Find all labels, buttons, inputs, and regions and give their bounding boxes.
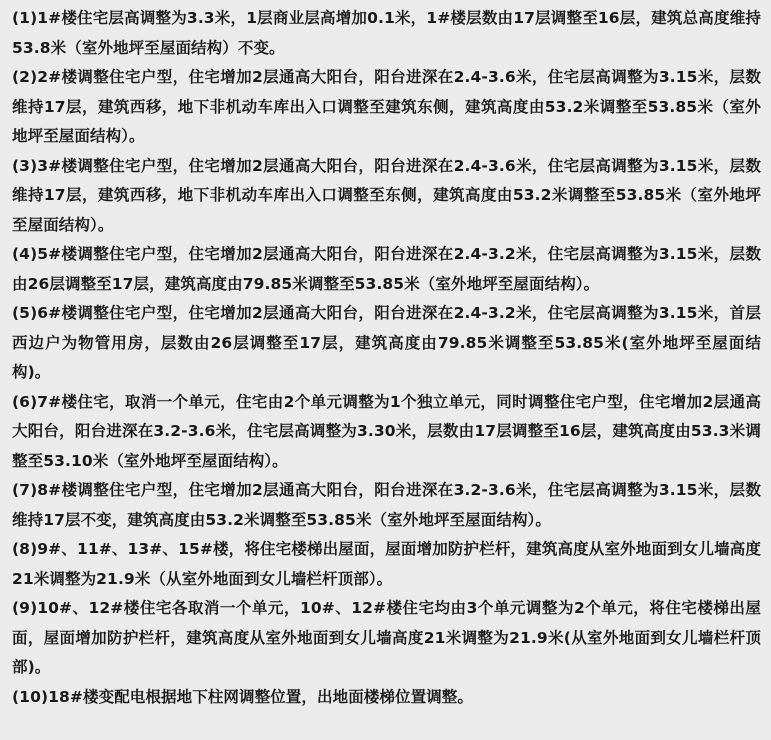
item-2: (2)2#楼调整住宅户型，住宅增加2层通高大阳台，阳台进深在2.4-3.6米，住宅层高调整为3.15米，层数维持17层，建筑西移，地下非机动车库出入口调整至建筑东侧，建筑高度由53.2米调整至53.85米（室外地坪至屋面结构）。	[12, 68, 761, 145]
item-1: (1)1#楼住宅层高调整为3.3米，1层商业层高增加0.1米，1#楼层数由17层调整至16层，建筑总高度维持53.8米（室外地坪至屋面结构）不变。	[12, 9, 761, 57]
item-6: (6)7#楼住宅，取消一个单元，住宅由2个单元调整为1个独立单元，同时调整住宅户型，住宅增加2层通高大阳台，阳台进深在3.2-3.6米，住宅层高调整为3.30米，层数由17层调整至16层，建筑高度由53.3米调整至53.10米（室外地坪至屋面结构）。	[12, 392, 761, 470]
item-8: (8)9#、11#、13#、15#楼，将住宅楼梯出屋面，屋面增加防护栏杆，建筑高度从室外地面到女儿墙高度21米调整为21.9米（从室外地面到女儿墙栏杆顶部）。	[12, 540, 761, 588]
item-5: (5)6#楼调整住宅户型，住宅增加2层通高大阳台，阳台进深在2.4-3.2米，住宅层高调整为3.15米，首层西边户为物管用房，层数由26层调整至17层，建筑高度由79.85米调整至53.85米(室外地坪至屋面结构)。	[12, 304, 761, 381]
item-3: (3)3#楼调整住宅户型，住宅增加2层通高大阳台，阳台进深在2.4-3.6米，住宅层高调整为3.15米，层数维持17层，建筑西移，地下非机动车库出入口调整至东侧，建筑高度由53.2米调整至53.85米（室外地坪至屋面结构）。	[12, 156, 761, 234]
item-7: (7)8#楼调整住宅户型，住宅增加2层通高大阳台，阳台进深在3.2-3.6米，住宅层高调整为3.15米，层数维持17层不变，建筑高度由53.2米调整至53.85米（室外地坪至屋面结构）。	[12, 481, 761, 529]
item-4: (4)5#楼调整住宅户型，住宅增加2层通高大阳台，阳台进深在2.4-3.2米，住宅层高调整为3.15米，层数由26层调整至17层，建筑高度由79.85米调整至53.85米（室外地坪至屋面结构）。	[12, 245, 761, 293]
item-10: (10)18#楼变配电根据地下柱网调整位置，出地面楼梯位置调整。	[12, 687, 473, 706]
item-9: (9)10#、12#楼住宅各取消一个单元，10#、12#楼住宅均由3个单元调整为2个单元，将住宅楼梯出屋面，屋面增加防护栏杆，建筑高度从室外地面到女儿墙高度21米调整为21.9米(从室外地面到女儿墙栏杆顶部)。	[12, 599, 761, 676]
